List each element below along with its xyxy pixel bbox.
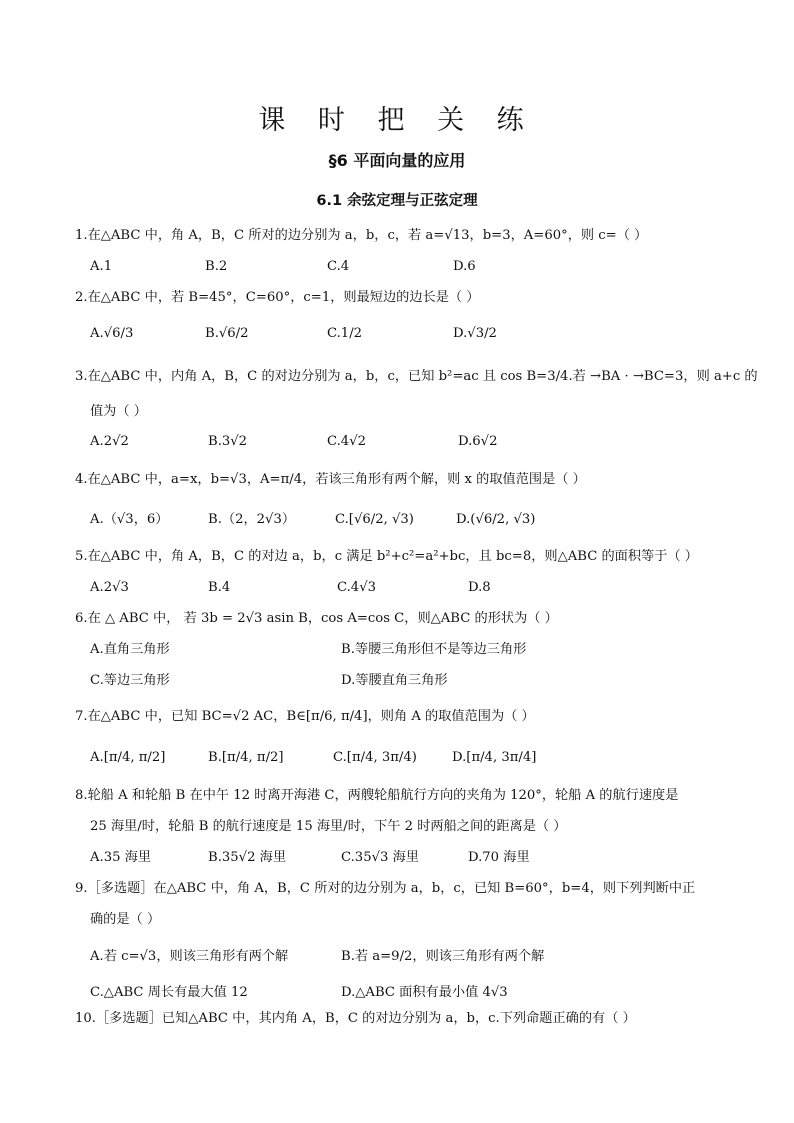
question-1-option-c[interactable]: C.4 <box>327 259 350 274</box>
question-3-option-d[interactable]: D.6√2 <box>458 434 498 449</box>
question-6-option-c[interactable]: C.等边三角形 <box>90 673 170 688</box>
question-3-stem: 3.在△ABC 中，内角 A，B，C 的对边分别为 a，b，c，已知 b²=ac 且 cos B=3/4.若 →BA · →BC=3，则 a+c 的 <box>75 369 758 384</box>
question-1-option-a[interactable]: A.1 <box>90 259 113 274</box>
question-9-option-b[interactable]: B.若 a=9/2，则该三角形有两个解 <box>341 949 545 964</box>
question-4-option-c[interactable]: C.[√6/2, √3) <box>335 512 414 527</box>
question-1-option-d[interactable]: D.6 <box>453 259 476 274</box>
section-heading: §6 平面向量的应用 <box>328 151 466 170</box>
question-5-option-d[interactable]: D.8 <box>468 580 491 595</box>
question-9-option-a[interactable]: A.若 c=√3，则该三角形有两个解 <box>90 949 289 964</box>
question-10-stem: 10.［多选题］已知△ABC 中，其内角 A，B，C 的对边分别为 a，b，c.下列命题正确的有（ ） <box>75 1011 636 1026</box>
question-3-option-b[interactable]: B.3√2 <box>208 434 248 449</box>
question-2-option-a[interactable]: A.√6/3 <box>90 326 134 341</box>
question-4-option-a[interactable]: A.（√3，6） <box>90 512 169 527</box>
question-6-option-b[interactable]: B.等腰三角形但不是等边三角形 <box>341 642 527 657</box>
question-5-option-a[interactable]: A.2√3 <box>90 580 129 595</box>
question-2-option-d[interactable]: D.√3/2 <box>453 326 497 341</box>
subsection-heading: 6.1 余弦定理与正弦定理 <box>316 193 478 209</box>
question-7-option-a[interactable]: A.[π/4, π/2] <box>90 750 166 765</box>
question-5-stem: 5.在△ABC 中，角 A，B，C 的对边 a，b，c 满足 b²+c²=a²+bc，且 bc=8，则△ABC 的面积等于（ ） <box>75 549 698 564</box>
question-6-option-d[interactable]: D.等腰直角三角形 <box>341 673 448 688</box>
question-8-option-b[interactable]: B.35√2 海里 <box>208 850 287 865</box>
question-2-option-b[interactable]: B.√6/2 <box>205 326 249 341</box>
question-9-stem: 9.［多选题］在△ABC 中，角 A，B，C 所对的边分别为 a，b，c，已知 B=60°，b=4，则下列判断中正 <box>75 881 696 896</box>
question-5-option-b[interactable]: B.4 <box>208 580 231 595</box>
question-6-option-a[interactable]: A.直角三角形 <box>90 642 170 657</box>
question-2-stem: 2.在△ABC 中，若 B=45°，C=60°，c=1，则最短边的边长是（ ） <box>75 290 480 305</box>
question-5-option-c[interactable]: C.4√3 <box>337 580 376 595</box>
question-4-option-b[interactable]: B.（2，2√3） <box>208 512 296 527</box>
question-8-stem: 8.轮船 A 和轮船 B 在中午 12 时离开海港 C，两艘轮船航行方向的夹角为 120°，轮船 A 的航行速度是 <box>75 788 679 803</box>
question-8-option-d[interactable]: D.70 海里 <box>468 850 530 865</box>
question-7-stem: 7.在△ABC 中，已知 BC=√2 AC，B∈[π/6, π/4]，则角 A 的取值范围为（ ） <box>75 709 535 724</box>
question-3-option-c[interactable]: C.4√2 <box>327 434 366 449</box>
page-title: 课 时 把 关 练 <box>258 105 536 136</box>
question-6-stem: 6.在 △ ABC 中， 若 3b = 2√3 asin B，cos A=cos C，则△ABC 的形状为（ ） <box>75 611 558 626</box>
question-7-option-d[interactable]: D.[π/4, 3π/4] <box>452 750 537 765</box>
question-1-stem: 1.在△ABC 中，角 A，B，C 所对的边分别为 a，b，c，若 a=√13，b=3，A=60°，则 c=（ ） <box>75 228 648 243</box>
question-8-option-c[interactable]: C.35√3 海里 <box>341 850 419 865</box>
question-7-option-c[interactable]: C.[π/4, 3π/4) <box>333 750 417 765</box>
question-4-stem: 4.在△ABC 中，a=x，b=√3，A=π/4，若该三角形有两个解，则 x 的取值范围是（ ） <box>75 472 586 487</box>
question-9-option-d[interactable]: D.△ABC 面积有最小值 4√3 <box>341 985 508 1000</box>
question-7-option-b[interactable]: B.[π/4, π/2] <box>208 750 284 765</box>
question-1-option-b[interactable]: B.2 <box>205 259 228 274</box>
question-3-option-a[interactable]: A.2√2 <box>90 434 129 449</box>
question-8-stem-cont: 25 海里/时，轮船 B 的航行速度是 15 海里/时，下午 2 时两船之间的距离是（ ） <box>90 819 567 834</box>
question-8-option-a[interactable]: A.35 海里 <box>90 850 152 865</box>
question-4-option-d[interactable]: D.(√6/2, √3) <box>456 512 536 527</box>
question-2-option-c[interactable]: C.1/2 <box>327 326 363 341</box>
question-9-option-c[interactable]: C.△ABC 周长有最大值 12 <box>90 985 248 1000</box>
question-3-stem-cont: 值为（ ） <box>90 404 147 419</box>
question-9-stem-cont: 确的是（ ） <box>90 912 161 927</box>
